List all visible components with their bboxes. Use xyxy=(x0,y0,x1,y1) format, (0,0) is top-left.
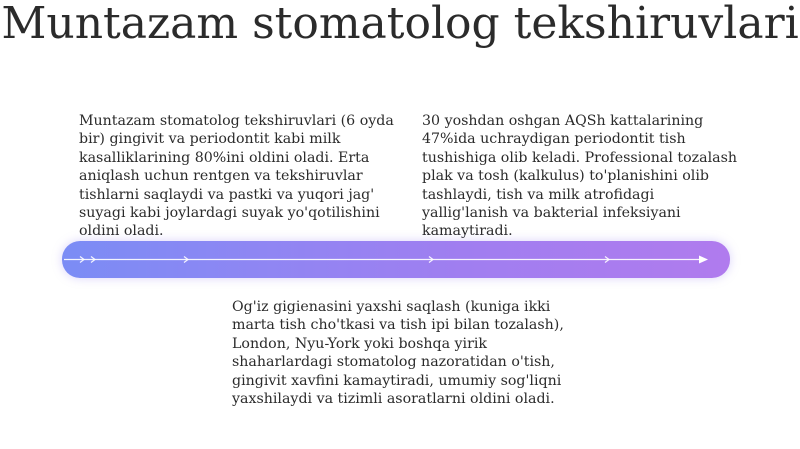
paragraph-right: 30 yoshdan oshgan AQSh kattalarining 47%ida uchraydigan periodontit tish tushishiga olib keladi. Professional tozalash plak va tosh (kalkulus) to'planishini olib tashlaydi, tish va milk atrofidagi yallig'lanish va bakterial infeksiyani kamaytiradi. xyxy=(422,113,738,240)
timeline-bar xyxy=(62,241,730,278)
timeline-arrows xyxy=(62,241,730,278)
page-title: Muntazam stomatolog tekshiruvlari xyxy=(1,0,799,49)
arrow-end-icon xyxy=(699,256,708,264)
paragraph-bottom: Og'iz gigienasini yaxshi saqlash (kuniga ikki marta tish cho'tkasi va tish ipi bilan tozalash), London, Nyu-York yoki boshqa yirik shaharlardagi stomatolog nazoratidan o'tish, gingivit xavfini kamaytiradi, umumiy sog'liqni yaxshilaydi va tizimli asoratlarni oldini oladi. xyxy=(232,299,564,408)
paragraph-left: Muntazam stomatolog tekshiruvlari (6 oyda bir) gingivit va periodontit kabi milk kasalliklarining 80%ini oldini oladi. Erta aniqlash uchun rentgen va tekshiruvlar tishlarni saqlaydi va pastki va yuqori jag' suyagi kabi joylardagi suyak yo'qotilishini oldini oladi. xyxy=(79,113,394,240)
